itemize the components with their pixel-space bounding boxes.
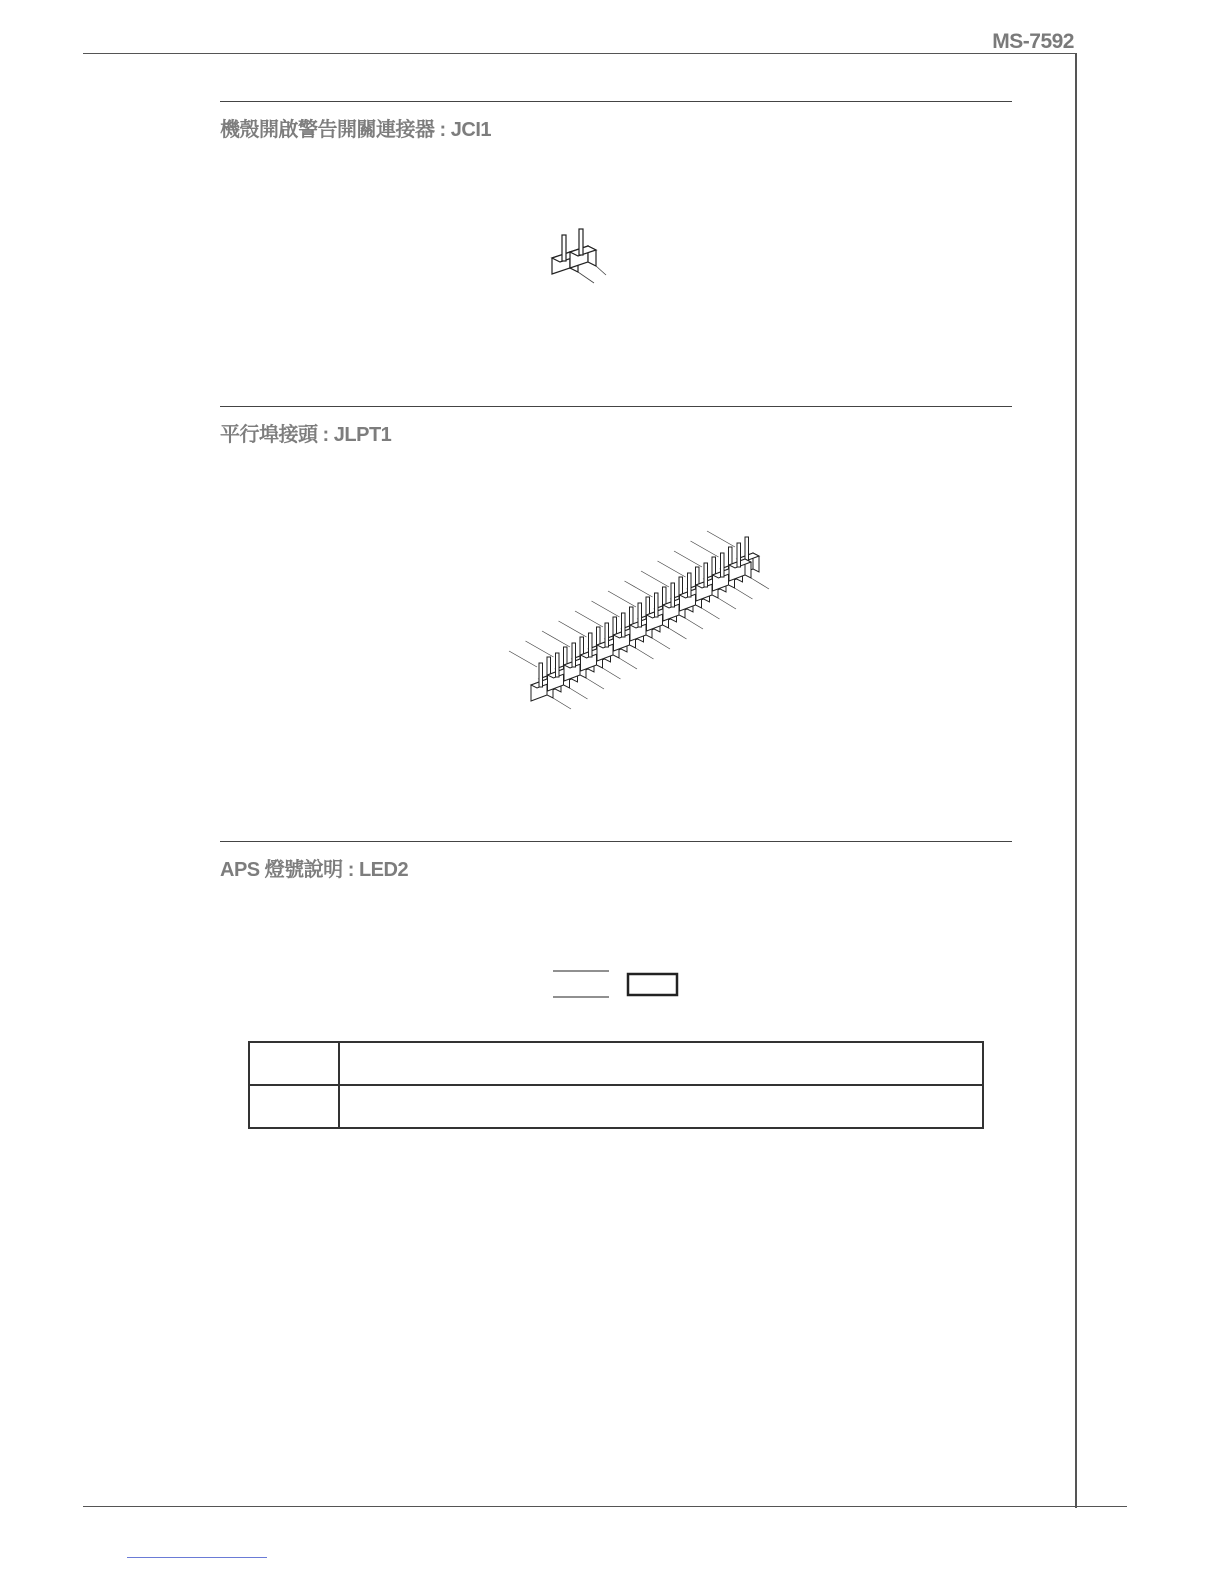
pin-lead	[707, 531, 735, 547]
led2-diagram	[550, 965, 685, 1005]
pin-lead	[652, 638, 670, 649]
pin-lead	[636, 648, 654, 659]
section-rule-jlpt1	[220, 406, 1012, 407]
jci1-connector-diagram	[540, 225, 620, 295]
section-title-jlpt1: 平行埠接頭 : JLPT1	[220, 424, 392, 446]
pin-lead	[619, 658, 637, 669]
header-rule	[83, 53, 1076, 54]
pin-lead	[542, 631, 570, 647]
model-number: MS-7592	[992, 30, 1074, 53]
pin-lead	[641, 571, 669, 587]
pin-lead	[625, 581, 653, 597]
pin-lead	[735, 588, 753, 599]
pin-lead	[575, 611, 603, 627]
table-cell	[249, 1085, 339, 1128]
section-title-jci1: 機殼開啟警告開關連接器 : JCI1	[220, 119, 492, 141]
jlpt1-connector-diagram	[495, 560, 775, 735]
pin-lead	[603, 668, 621, 679]
pin-lead	[570, 688, 588, 699]
table-cell	[339, 1042, 983, 1085]
section-title-led2: APS 燈號說明 : LED2	[220, 859, 409, 881]
pin-lead	[592, 601, 620, 617]
table-cell	[339, 1085, 983, 1128]
pin-lead	[658, 561, 686, 577]
pin-lead	[509, 651, 537, 667]
pin-lead	[586, 678, 604, 689]
section-rule-led2	[220, 841, 1012, 842]
footer-link-underline[interactable]	[127, 1557, 267, 1558]
pin-lead	[559, 621, 587, 637]
table-row	[249, 1085, 983, 1128]
led2-status-table	[248, 1041, 984, 1129]
pin-lead	[685, 618, 703, 629]
table-cell	[249, 1042, 339, 1085]
footer-rule	[83, 1506, 1127, 1507]
pin-lead	[718, 598, 736, 609]
pin-lead	[553, 698, 571, 709]
pin-lead	[669, 628, 687, 639]
right-margin-rule	[1075, 53, 1077, 1508]
table-row	[249, 1042, 983, 1085]
pin-lead	[608, 591, 636, 607]
pin-lead	[691, 541, 719, 557]
pin-lead	[674, 551, 702, 567]
pin-lead	[751, 578, 769, 589]
pin-lead	[702, 608, 720, 619]
pin-lead	[526, 641, 554, 657]
section-rule-jci1	[220, 101, 1012, 102]
